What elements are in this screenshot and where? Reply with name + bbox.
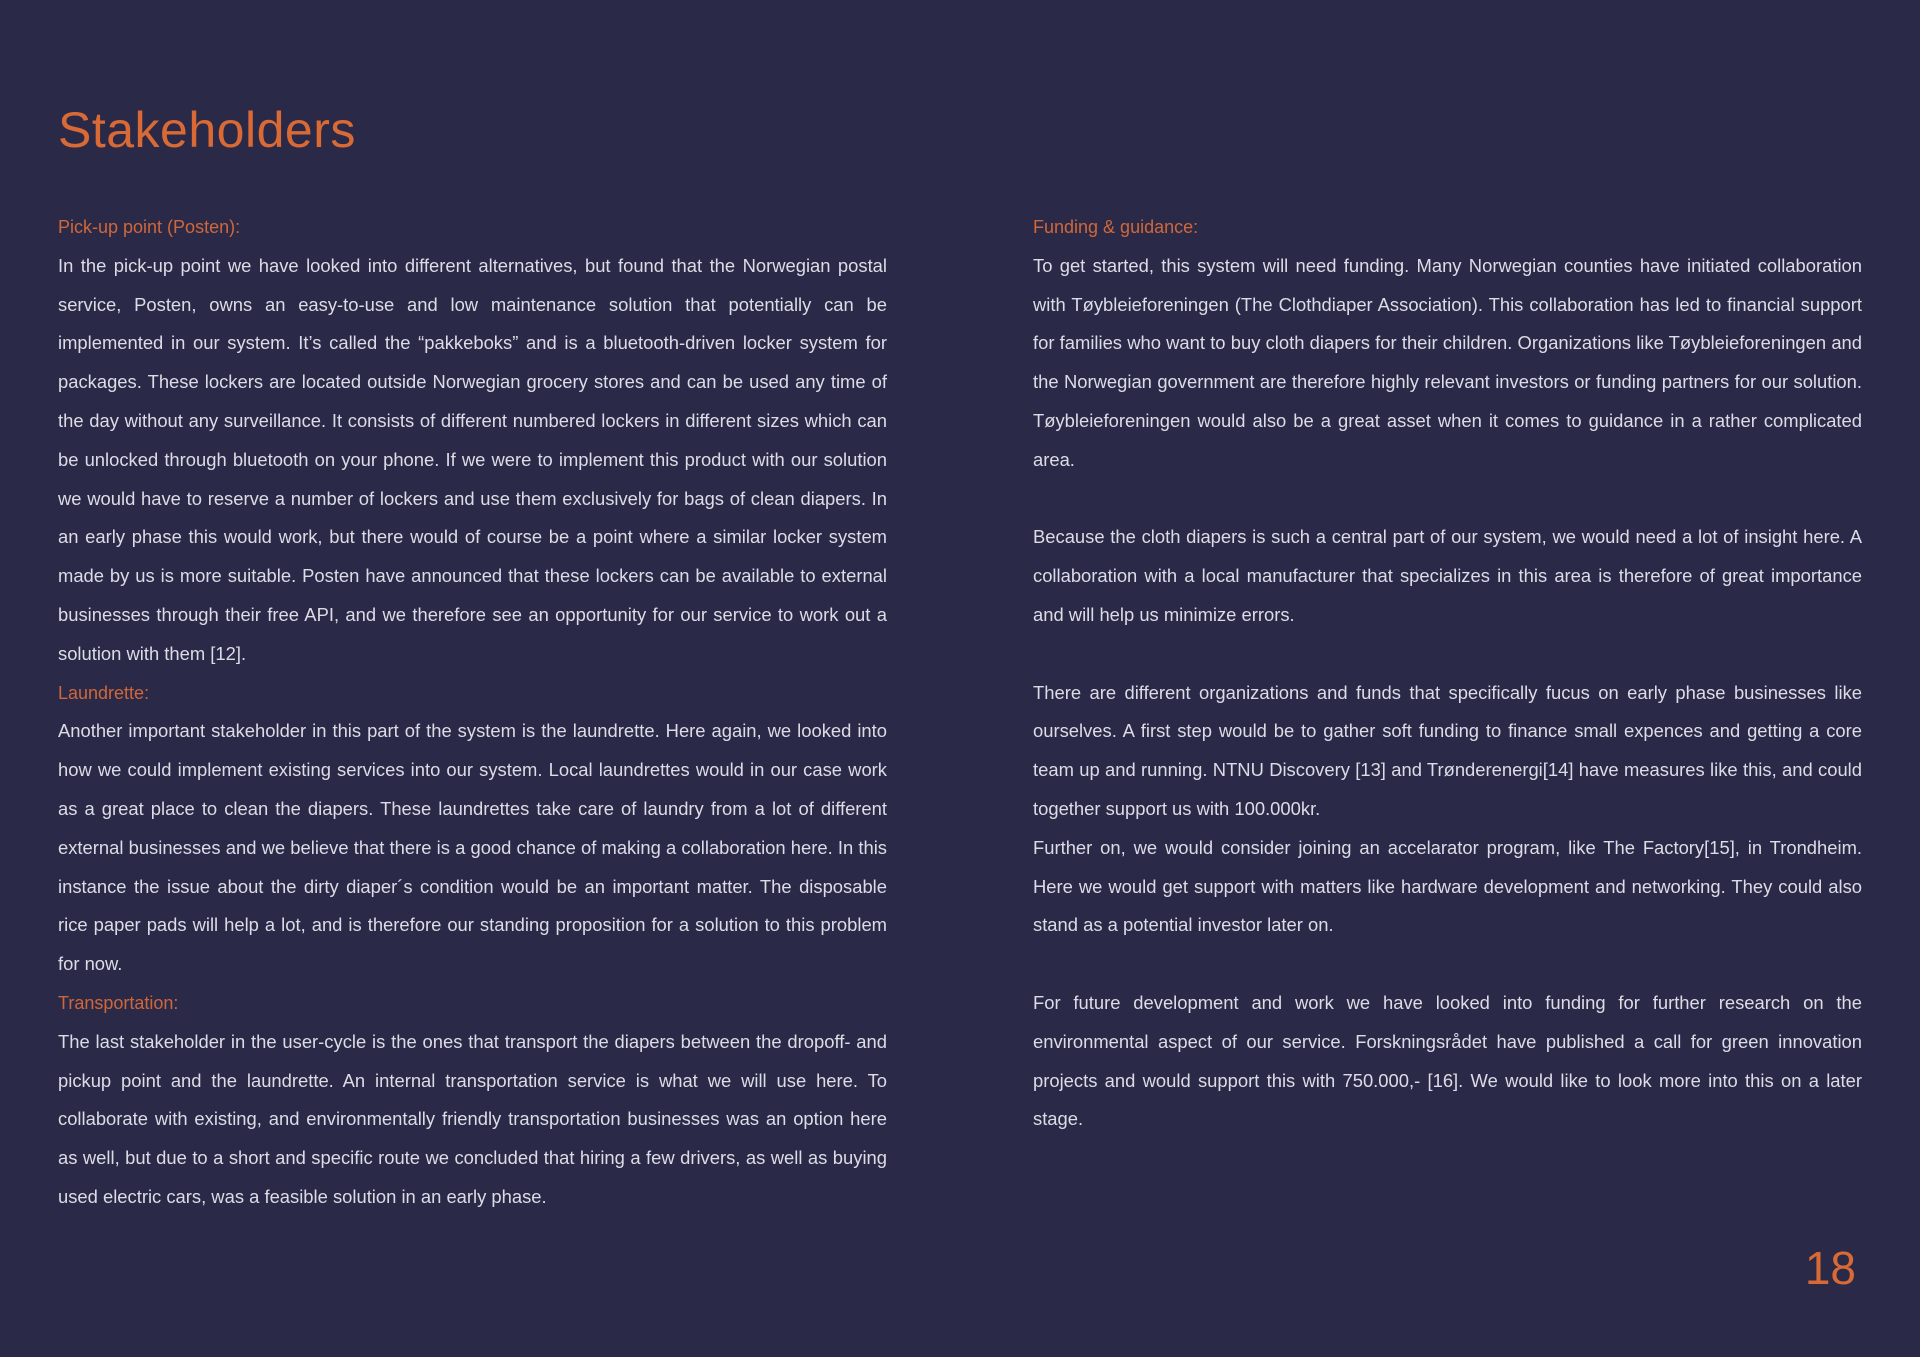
section-heading-laundrette: Laundrette:: [58, 682, 150, 703]
paragraph-future-development: For future development and work we have looked into funding for further research on the environmental aspect of our service. Forskningsrådet have published a call for green innovation projects and would support this with 750.000,- [16]. We would like to look more into this on a later stage.: [1033, 991, 1862, 1130]
section-heading-pickup-point: Pick-up point (Posten):: [58, 217, 241, 237]
paragraph-cloth-diapers: Because the cloth diapers is such a central part of our system, we would need a lot of insight here. A collaboration with a local manufacturer that specializes in this area is therefore of great importance and will help us minimize errors.: [1033, 526, 1862, 625]
left-column: [58, 208, 887, 1217]
section-transportation: [58, 984, 887, 1217]
paragraph-pickup-point: In the pick-up point we have looked into different alternatives, but found that the Norwegian postal service, Posten, owns an easy-to-use and low maintenance solution that potentially can be implemented in our system. It’s called the “pakkeboks” and is a bluetooth-driven locker system for packages. These lockers are located outside Norwegian grocery stores and can be used any time of the day without any surveillance. It consists of different numbered lockers in different sizes which can be unlocked through bluetooth on your phone. If we were to implement this product with our solution we would have to reserve a number of lockers and use them exclusively for bags of clean diapers. In an early phase this would work, but there would of course be a point where a similar locker system made by us is more suitable. Posten have announced that these lockers can be available to external businesses through their free API, and we therefore see an opportunity for our service to work out a solution with them [12].: [58, 254, 887, 664]
section-heading-funding-guidance: Funding & guidance:: [1033, 217, 1199, 237]
section-heading-transportation: Transportation:: [58, 992, 179, 1013]
section-laundrette: [58, 674, 887, 984]
section-pickup-point: [58, 208, 887, 674]
right-column: [1033, 208, 1862, 1139]
paragraph-accelerator: Further on, we would consider joining an accelarator program, like The Factory[15], in Trondheim. Here we would get support with matters like hardware development and networking. They could also stand as a potential investor later on.: [1033, 836, 1862, 936]
page-title: Stakeholders: [58, 102, 356, 158]
page-number: 18: [1804, 1242, 1856, 1294]
paragraph-transportation: The last stakeholder in the user-cycle is the ones that transport the diapers between the dropoff- and pickup point and the laundrette. An internal transportation service is what we will use here. To collaborate with existing, and environmentally friendly transportation businesses was an option here as well, but due to a short and specific route we concluded that hiring a few drivers, as well as buying used electric cars, was a feasible solution in an early phase.: [58, 1030, 887, 1207]
paragraph-laundrette: Another important stakeholder in this part of the system is the laundrette. Here again, we looked into how we could implement existing services into our system. Local laundrettes would in our case work as a great place to clean the diapers. These laundrettes take care of laundry from a lot of different external businesses and we believe that there is a good chance of making a collaboration here. In this instance the issue about the dirty diaper´s condition would be an important matter. The disposable rice paper pads will help a lot, and is therefore our standing proposition for a solution to this problem for now.: [58, 720, 887, 975]
paragraph-funding-intro: To get started, this system will need funding. Many Norwegian counties have initiated collaboration with Tøybleieforeningen (The Clothdiaper Association). This collaboration has led to financial support for families who want to buy cloth diapers for their children. Organizations like Tøybleieforeningen and the Norwegian government are therefore highly relevant investors or funding partners for our solution. Tøybleieforeningen would also be a great asset when it comes to guidance in a rather complicated area.: [1033, 254, 1862, 470]
paragraph-early-phase-funding: There are different organizations and funds that specifically fucus on early phase businesses like ourselves. A first step would be to gather soft funding to finance small expences and getting a core team up and running. NTNU Discovery [13] and Trønderenergi[14] have measures like this, and could together support us with 100.000kr.: [1033, 681, 1862, 819]
section-funding-guidance: [1033, 208, 1862, 1139]
